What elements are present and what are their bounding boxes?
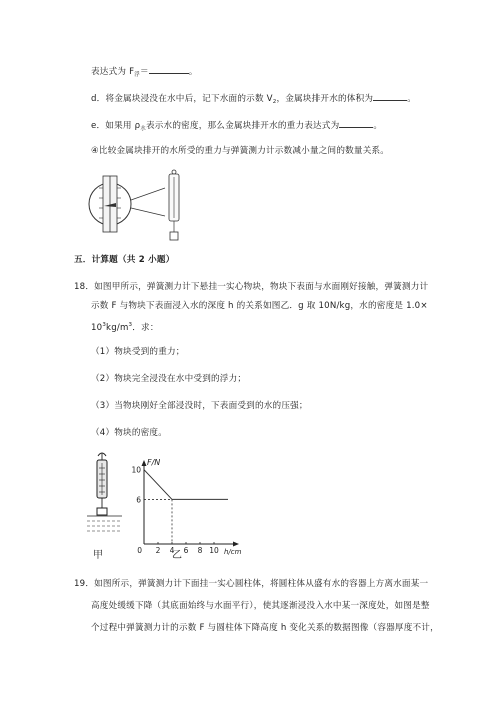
x-tick-label: 4 xyxy=(169,546,175,555)
answer-blank xyxy=(339,118,373,128)
q18-item-1: （1）物块受到的重力； xyxy=(91,347,185,357)
question-number: 19． xyxy=(74,579,95,589)
y-tick-label: 10 xyxy=(131,465,141,475)
y-axis-label: F/N xyxy=(147,458,161,467)
answer-blank xyxy=(149,64,189,74)
force-line xyxy=(144,470,228,500)
q18-line-3: $10^3kg/m^3$．求： xyxy=(91,322,159,333)
x-axis-label: h/cm xyxy=(224,548,242,556)
q18-item-2: （2）物块完全浸没在水中受到的浮力； xyxy=(91,374,247,384)
x-tick-label: 10 xyxy=(209,546,219,555)
y-tick-label: 6 xyxy=(136,495,141,505)
x-axis-arrow xyxy=(233,542,239,547)
answer-blank xyxy=(373,91,407,101)
prev-line-d: d．将金属块浸没在水中后，记下水面的示数 $V_2$，金属块排开水的体积为 。 xyxy=(91,91,416,108)
section-heading: 五．计算题（共 2 小题） xyxy=(74,255,175,265)
x-tick-label: 6 xyxy=(183,546,189,555)
q18-item-3: （3）当物块刚好全部浸没时，下表面受到的水的压强； xyxy=(91,401,308,411)
x-tick-label: 2 xyxy=(155,546,161,555)
figure-label-yi: 乙 xyxy=(172,550,183,561)
question-number: 18． xyxy=(74,282,95,292)
x-tick-label: 8 xyxy=(197,546,203,555)
prev-line-4: ④比较金属块排开的水所受的重力与弹簧测力计示数减小量之间的数量关系。 xyxy=(91,146,390,156)
q18-line-2: 示数 F 与物块下表面浸入水的深度 h 的关系如图乙．g 取 10N/kg，水的密度是 1.0× xyxy=(91,301,428,311)
q19-line-3: 个过程中弹簧测力计的示数 F 与圆柱体下降高度 h 变化关系的数据图像（容器厚度不计， xyxy=(91,623,439,633)
force-depth-chart xyxy=(128,456,246,556)
spring-scale-figure xyxy=(84,450,130,550)
q19-line-2: 高度处缓缓下降（其底面始终与水面平行），使其逐渐浸没入水中某一深度处，如图是整 xyxy=(91,601,430,611)
q18-line-1: 18．如图甲所示，弹簧测力计下悬挂一实心物块，物块下表面与水面刚好接触，弹簧测力计 xyxy=(74,282,429,292)
figure-label-jia: 甲 xyxy=(93,550,104,561)
q18-item-4: （4）物块的密度。 xyxy=(91,428,168,438)
prev-line-c: 表达式为 $F_浮=$ 。 xyxy=(91,64,198,81)
apparatus-figure xyxy=(88,168,198,248)
prev-line-e: e．如果用 $\rho_水$表示水的密度，那么金属块排开水的重力表达式为 。 xyxy=(91,118,382,135)
q19-line-1: 19．如图所示，弹簧测力计下面挂一实心圆柱体，将圆柱体从盛有水的容器上方离水面某一 xyxy=(74,579,429,589)
origin-label: 0 xyxy=(137,546,142,555)
y-axis-arrow xyxy=(142,460,147,466)
